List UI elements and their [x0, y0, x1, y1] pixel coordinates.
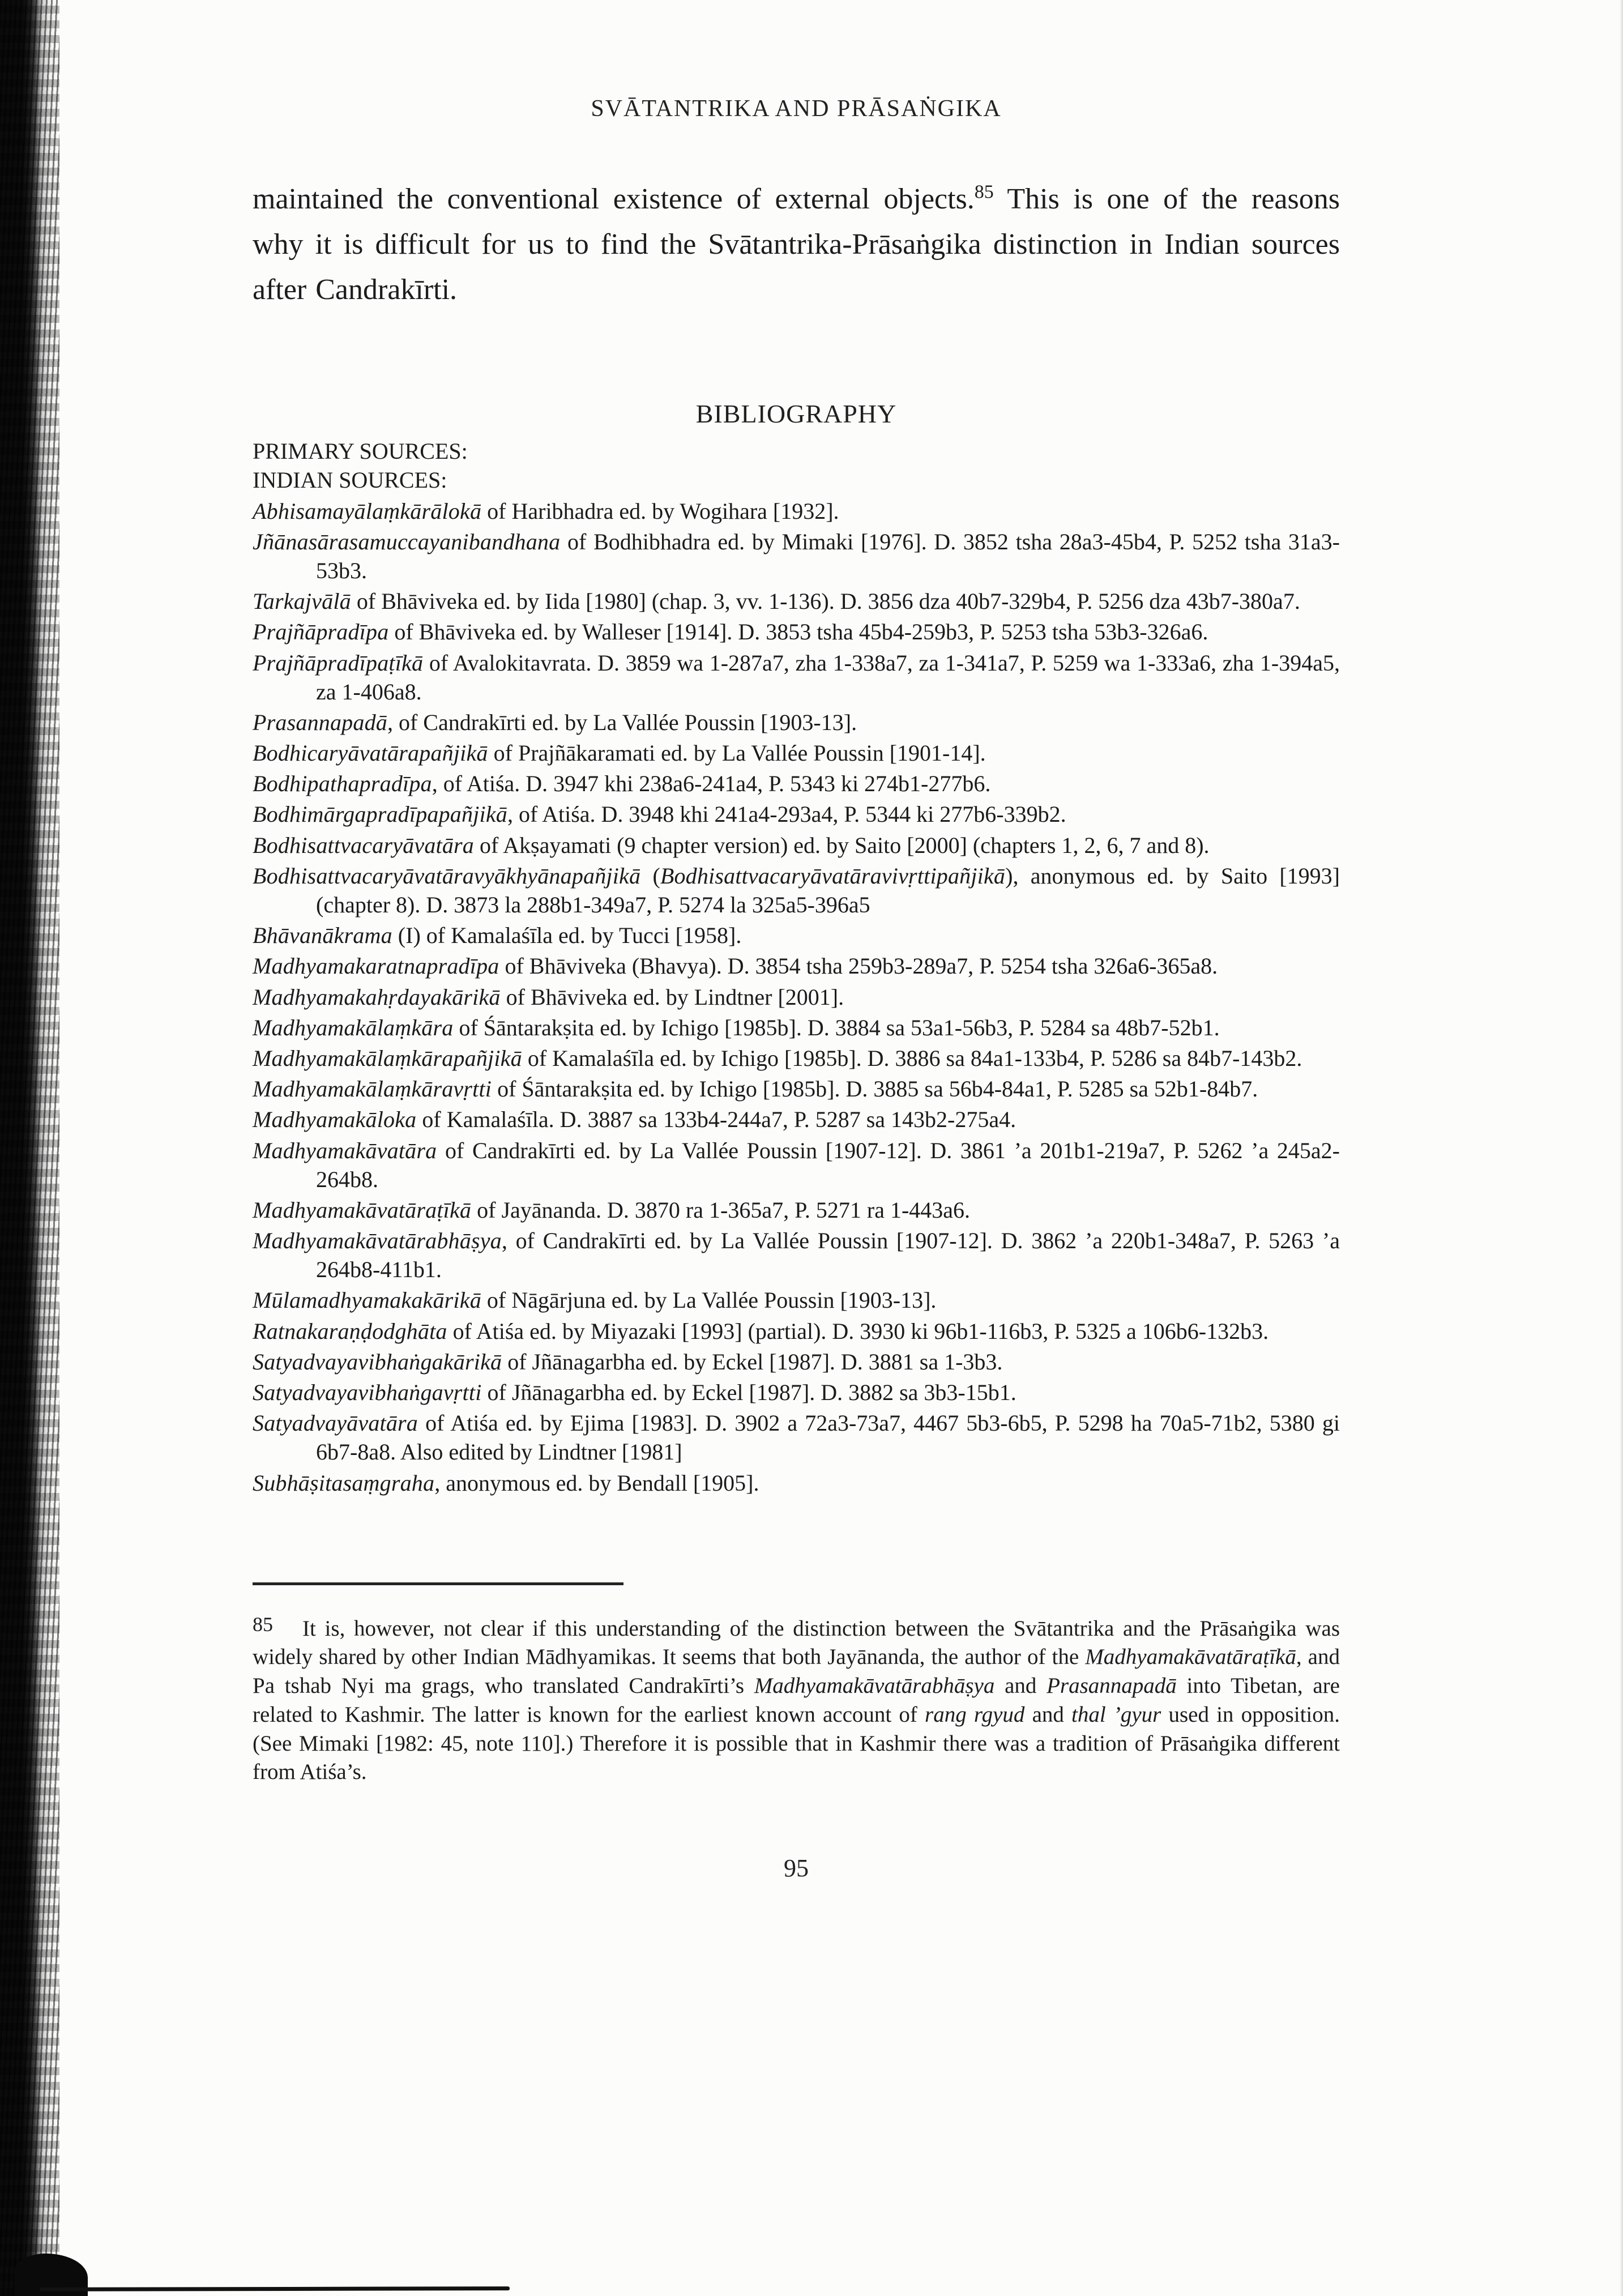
footnote-number: 85	[253, 1612, 273, 1636]
bibliography-entry: Ratnakaraṇḍodghāta of Atiśa ed. by Miyazaki [1993] (partial). D. 3930 ki 96b1-116b3, P. 5325 a 106b6-132b3.	[253, 1318, 1269, 1344]
bibliography-entry: Madhyamakāvatāra of Candrakīrti ed. by La Vallée Poussin [1907-12]. D. 3861 ’a 201b1-219a7, P. 5262 ’a 245a2-264b8.	[253, 1137, 1340, 1192]
body-paragraph: maintained the conventional existence of external objects.$^{85}$ This is one of the reasons why it is difficult for us to find the Svātantrika-Prāsaṅgika distinction in Indian sources after Candrakīrti.	[253, 181, 1340, 306]
bibliography-entry: Bodhipathapradīpa, of Atiśa. D. 3947 khi 238a6-241a4, P. 5343 ki 274b1-277b6.	[253, 771, 991, 797]
bibliography-entry: Subhāṣitasaṃgraha, anonymous ed. by Bendall [1905].	[253, 1470, 759, 1496]
bibliography-list	[253, 497, 1340, 1497]
primary-sources-label: PRIMARY SOURCES:	[253, 438, 468, 464]
bibliography-entry: Madhyamakālaṃkāravṛtti of Śāntarakṣita ed. by Ichigo [1985b]. D. 3885 sa 56b4-84a1, P. 5285 sa 52b1-84b7.	[253, 1076, 1258, 1102]
bibliography-entry: Madhyamakāvatārabhāṣya, of Candrakīrti ed. by La Vallée Poussin [1907-12]. D. 3862 ’a 220b1-348a7, P. 5263 ’a 264b8-411b1.	[253, 1228, 1340, 1283]
bibliography-entry: Satyadvayavibhaṅgakārikā of Jñānagarbha ed. by Eckel [1987]. D. 3881 sa 1-3b3.	[253, 1348, 1003, 1375]
bibliography-entry: Madhyamakālaṃkāra of Śāntarakṣita ed. by Ichigo [1985b]. D. 3884 sa 53a1-56b3, P. 5284 sa 48b7-52b1.	[253, 1014, 1220, 1040]
bibliography-entry: Bodhisattvacaryāvatāravyākhyānapañjikā (Bodhisattvacaryāvatāravivṛttipañjikā), anonymous ed. by Saito [1993] (chapter 8). D. 3873 la 288b1-349a7, P. 5274 la 325a5-396a5	[253, 863, 1340, 918]
footnote-rule	[253, 1582, 623, 1585]
bibliography-entry: Bodhisattvacaryāvatāra of Akṣayamati (9 chapter version) ed. by Saito [2000] (chapters 1, 2, 6, 7 and 8).	[253, 832, 1210, 858]
bibliography-entry: Madhyamakaratnapradīpa of Bhāviveka (Bhavya). D. 3854 tsha 259b3-289a7, P. 5254 tsha 326a6-365a8.	[253, 953, 1218, 979]
bibliography-entry: Prasannapadā, of Candrakīrti ed. by La Vallée Poussin [1903-13].	[253, 709, 857, 735]
indian-sources-label: INDIAN SOURCES:	[253, 467, 447, 493]
scan-bottom-streak	[40, 2286, 510, 2291]
bibliography-title: BIBLIOGRAPHY	[695, 399, 897, 429]
bibliography-entry: Madhyamakāvatāraṭīkā of Jayānanda. D. 3870 ra 1-365a7, P. 5271 ra 1-443a6.	[253, 1197, 971, 1223]
bibliography-entry: Bodhicaryāvatārapañjikā of Prajñākaramati ed. by La Vallée Poussin [1901-14].	[253, 740, 986, 766]
page-number: 95	[784, 1854, 809, 1882]
bibliography-entry: Abhisamayālaṃkārālokā of Haribhadra ed. by Wogihara [1932].	[253, 498, 839, 524]
footnote	[253, 1612, 1340, 1787]
bibliography-entry: Satyadvayavibhaṅgavṛtti of Jñānagarbha ed. by Eckel [1987]. D. 3882 sa 3b3-15b1.	[253, 1380, 1016, 1406]
bibliography-entry: Tarkajvālā of Bhāviveka ed. by Iida [1980] (chap. 3, vv. 1-136). D. 3856 dza 40b7-329b4, P. 5256 dza 43b7-380a7.	[253, 588, 1300, 614]
scan-edge-left	[0, 0, 59, 2296]
bibliography-entry: Bhāvanākrama (I) of Kamalaśīla ed. by Tucci [1958].	[253, 923, 742, 949]
bibliography-entry: Bodhimārgapradīpapañjikā, of Atiśa. D. 3948 khi 241a4-293a4, P. 5344 ki 277b6-339b2.	[253, 801, 1066, 827]
bibliography-entry: Prajñāpradīpaṭīkā of Avalokitavrata. D. 3859 wa 1-287a7, zha 1-338a7, za 1-341a7, P. 5259 wa 1-333a6, zha 1-394a5, za 1-406a8.	[253, 650, 1340, 705]
scan-edge-right	[1620, 0, 1623, 2296]
bibliography-entry: Madhyamakālaṃkārapañjikā of Kamalaśīla ed. by Ichigo [1985b]. D. 3886 sa 84a1-133b4, P. 5286 sa 84b7-143b2.	[253, 1045, 1302, 1071]
bibliography-entry: Jñānasārasamuccayanibandhana of Bodhibhadra ed. by Mimaki [1976]. D. 3852 tsha 28a3-45b4, P. 5252 tsha 31a3-53b3.	[253, 528, 1340, 583]
bibliography-entry: Madhyamakāloka of Kamalaśīla. D. 3887 sa 133b4-244a7, P. 5287 sa 143b2-275a4.	[253, 1107, 1016, 1133]
bibliography-entry: Prajñāpradīpa of Bhāviveka ed. by Walleser [1914]. D. 3853 tsha 45b4-259b3, P. 5253 tsha 53b3-326a6.	[253, 619, 1208, 645]
bibliography-entry: Satyadvayāvatāra of Atiśa ed. by Ejima [1983]. D. 3902 a 72a3-73a7, 4467 5b3-6b5, P. 5298 ha 70a5-71b2, 5380 gi 6b7-8a8. Also edited by Lindtner [1981]	[253, 1410, 1340, 1465]
running-header: SVĀTANTRIKA AND PRĀSAṄGIKA	[591, 96, 1002, 122]
bibliography-entry: Madhyamakahṛdayakārikā of Bhāviveka ed. by Lindtner [2001].	[253, 984, 844, 1010]
bibliography-entry: Mūlamadhyamakakārikā of Nāgārjuna ed. by La Vallée Poussin [1903-13].	[253, 1287, 937, 1313]
footnote-text: It is, however, not clear if this understanding of the distinction between the Svātantrika and the Prāsaṅgika was widely shared by other Indian Mādhyamikas. It seems that both Jayānanda, the author of the Madhyamakāvatāraṭīkā, and Pa tshab Nyi ma grags, who translated Candrakīrti’s Madhyamakāvatārabhāṣya and Prasannapadā into Tibetan, are related to Kashmir. The latter is known for the earliest known account of rang rgyud and thal ’gyur used in opposition. (See Mimaki [1982: 45, note 110].) Therefore it is possible that in Kashmir there was a tradition of Prāsaṅgika different from Atiśa’s.	[253, 1616, 1340, 1785]
